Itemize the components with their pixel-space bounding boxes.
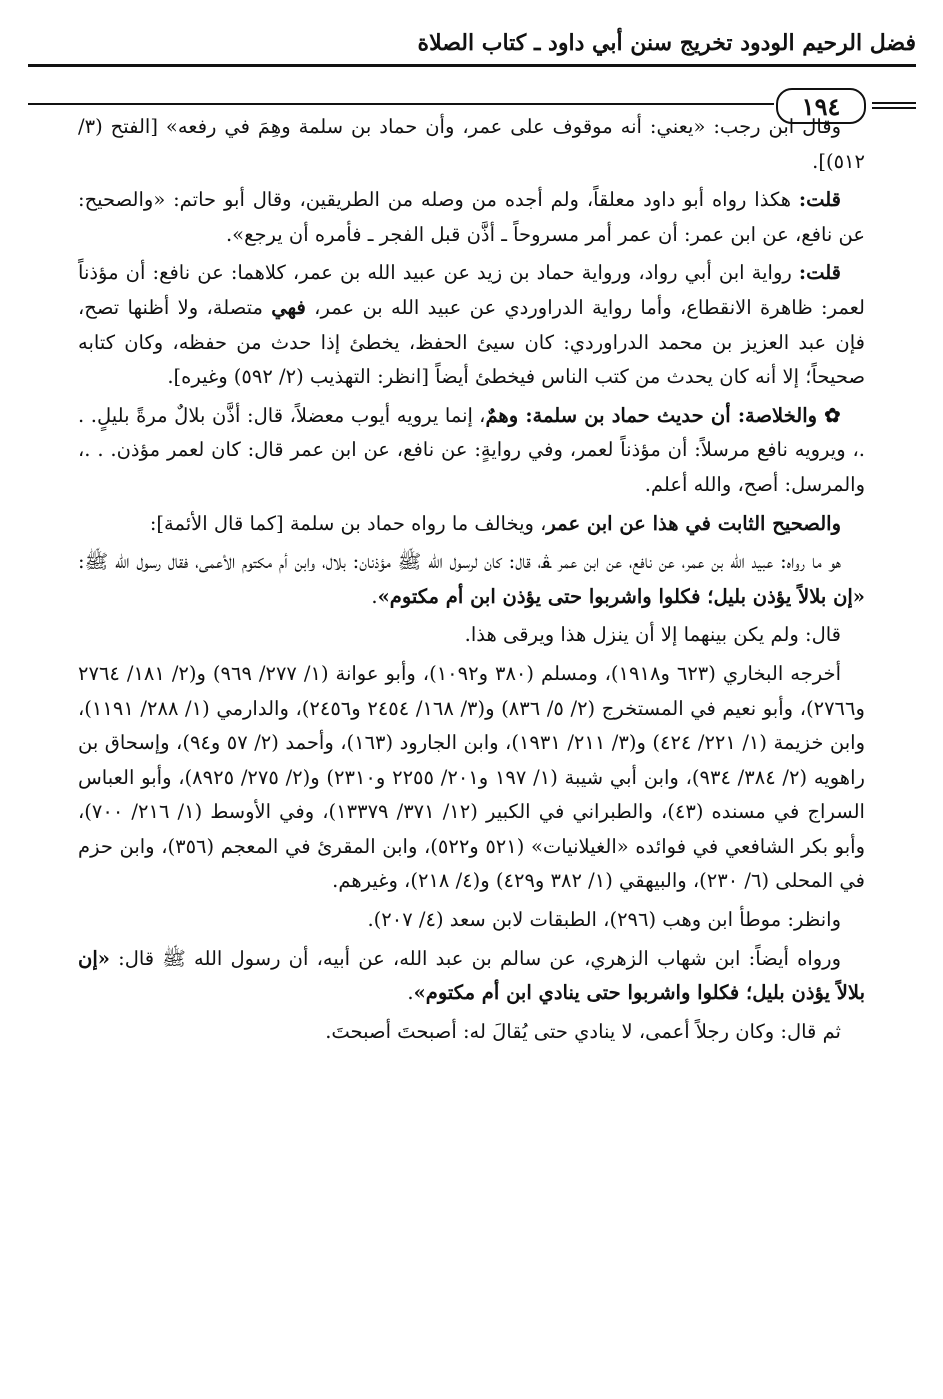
bold-text-run: ✿ والخلاصة: أن حديث حماد بن سلمة: وهمٌ [485, 403, 841, 427]
bold-text-run: «إن بلالاً يؤذن بليل؛ فكلوا واشربوا حتى يؤذن ابن أم مكتوم» [377, 584, 865, 608]
paragraph [78, 183, 865, 252]
page-number-rule-right [872, 102, 916, 104]
page-number-rule-left [28, 103, 774, 105]
paragraph [78, 1015, 865, 1050]
header-title: فضل الرحيم الودود تخريج سنن أبي داود ـ كتاب الصلاة [417, 30, 916, 56]
paragraph [78, 110, 865, 179]
paragraph [78, 399, 865, 503]
running-header [28, 30, 916, 121]
header-rule [28, 64, 916, 67]
paragraph [78, 903, 865, 938]
page-number-rule-right-2 [872, 107, 916, 109]
bold-text-run: فهي [271, 295, 306, 319]
text-run: ، إنما يرويه أيوب معضلاً، قال: أذَّن بلالٌ مرةً بليلٍ. . .، ويرويه نافع مرسلاً: أن مؤذناً لعمر، وفي روايةٍ: عن نافع، عن ابن عمر قال: كان لعمر مؤذن. . .، والمرسل: أصح، والله أعلم. [78, 403, 865, 496]
page-number: ١٩٤ [776, 88, 866, 124]
text-run: . [407, 981, 414, 1005]
paragraph [78, 618, 865, 653]
text-run: ، ويخالف ما رواه حماد بن سلمة [كما قال الأئمة]: [149, 511, 547, 535]
paragraph [78, 657, 865, 899]
paragraph [78, 942, 865, 1011]
text-run: ثم قال: وكان رجلاً أعمى، لا ينادي حتى يُقالَ له: أصبحتَ أصبحتَ. [325, 1019, 841, 1043]
text-run: . [371, 584, 378, 608]
bold-text-run: قلت: [798, 261, 841, 285]
bold-text-run: والصحيح الثابت في هذا عن ابن عمر [546, 511, 841, 535]
paragraph [78, 545, 865, 614]
paragraph [78, 507, 865, 542]
text-run: وانظر: موطأ ابن وهب (٢٩٦)، الطبقات لابن سعد (٤/ ٢٠٧). [367, 908, 841, 932]
bold-text-run: قلت: [798, 188, 841, 212]
text-run: أخرجه البخاري (٦٢٣ و١٩١٨)، ومسلم (٣٨٠ و١٠٩٢)، وأبو عوانة (١/ ٢٧٧/ ٩٦٩) و(٢/ ١٨١/ ٢٧٦٤ و٢٧٦٦)، وأبو نعيم في المستخرج (٢/ ٥/ ٨٣٦) و(٣/ ١٦٨/ ٢٤٥٤ و٢٤٥٦)، والدارمي (١/ ٢٨٨/ ١١٩١)، وابن خزيمة (١/ ٢٢١/ ٤٢٤) و(٣/ ٢١١/ ١٩٣١)، وابن الجارود (١٦٣)، وأحمد (٢/ ٥٧ و٩٤)، وإسحاق بن راهويه (٢/ ٣٨٤/ ٩٣٤)، وابن أبي شيبة (١/ ١٩٧ و٢٠١/ ٢٢٥٥ و٢٣١٠) و(٢/ ٢٧٥/ ٨٩٢٥)، وأبو العباس السراج في مسنده (٤٣)، والطبراني في الكبير (١٢/ ٣٧١/ ١٣٣٧٩)، وفي الأوسط (١/ ٢١٦/ ٧٠٠)، وأبو بكر الشافعي في فوائده «الغيلانيات» (٥٢١ و٥٢٢)، وابن المقرئ في المعجم (٣٥٦)، وابن حزم في المحلى (٦/ ٢٣٠)، والبيهقي (١/ ٣٨٢ و٤٢٩) و(٤/ ٢١٨)، وغيرهم. [78, 661, 865, 893]
text-run: وقال ابن رجب: «يعني: أنه موقوف على عمر، وأن حماد بن سلمة وهِمَ في رفعه» [الفتح (٣/ ٥١٢)]. [78, 115, 865, 173]
bold-text-run: «إن بلالاً يؤذن بليل؛ فكلوا واشربوا حتى ينادي ابن أم مكتوم» [78, 946, 865, 1005]
text-run: متصلة، ولا أظنها تصح، فإن عبد العزيز بن محمد الدراوردي: كان سيئ الحفظ، يخطئ إذا حدث من حفظه، وكان كتابه صحيحاً؛ إلا أنه كان يحدث من كتب الناس فيخطئ أيضاً [انظر: التهذيب (٢/ ٥٩٢) وغيره]. [78, 295, 865, 389]
body-text [78, 110, 865, 1053]
text-run: هكذا رواه أبو داود معلقاً، ولم أجده من وصله من الطريقين، وقال أبو حاتم: «والصحيح: عن نافع، عن ابن عمر: أن عمر أمر مسروحاً ـ أذَّن قبل الفجر ـ فأمره أن يرجع». [78, 188, 865, 246]
text-run: هو ما رواه: عبيد الله بن عمر، عن نافع، عن ابن عمر ﭭ، قال: كان لرسول الله ﷺ مؤذنان: بلال، وابن أم مكتوم الأعمى، فقال رسول الله ﷺ: [78, 550, 841, 574]
paragraph [78, 256, 865, 394]
text-run: قال: ولم يكن بينهما إلا أن ينزل هذا ويرقى هذا. [464, 623, 841, 647]
text-run: رواية ابن أبي رواد، ورواية حماد بن زيد عن عبيد الله بن عمر، كلاهما: عن نافع: أن مؤذناً لعمر: ظاهرة الانقطاع، وأما رواية الدراوردي عن عبيد الله بن عمر، [78, 261, 865, 319]
text-run: ورواه أيضاً: ابن شهاب الزهري، عن سالم بن عبد الله، عن أبيه، أن رسول الله ﷺ قال: [109, 946, 841, 970]
